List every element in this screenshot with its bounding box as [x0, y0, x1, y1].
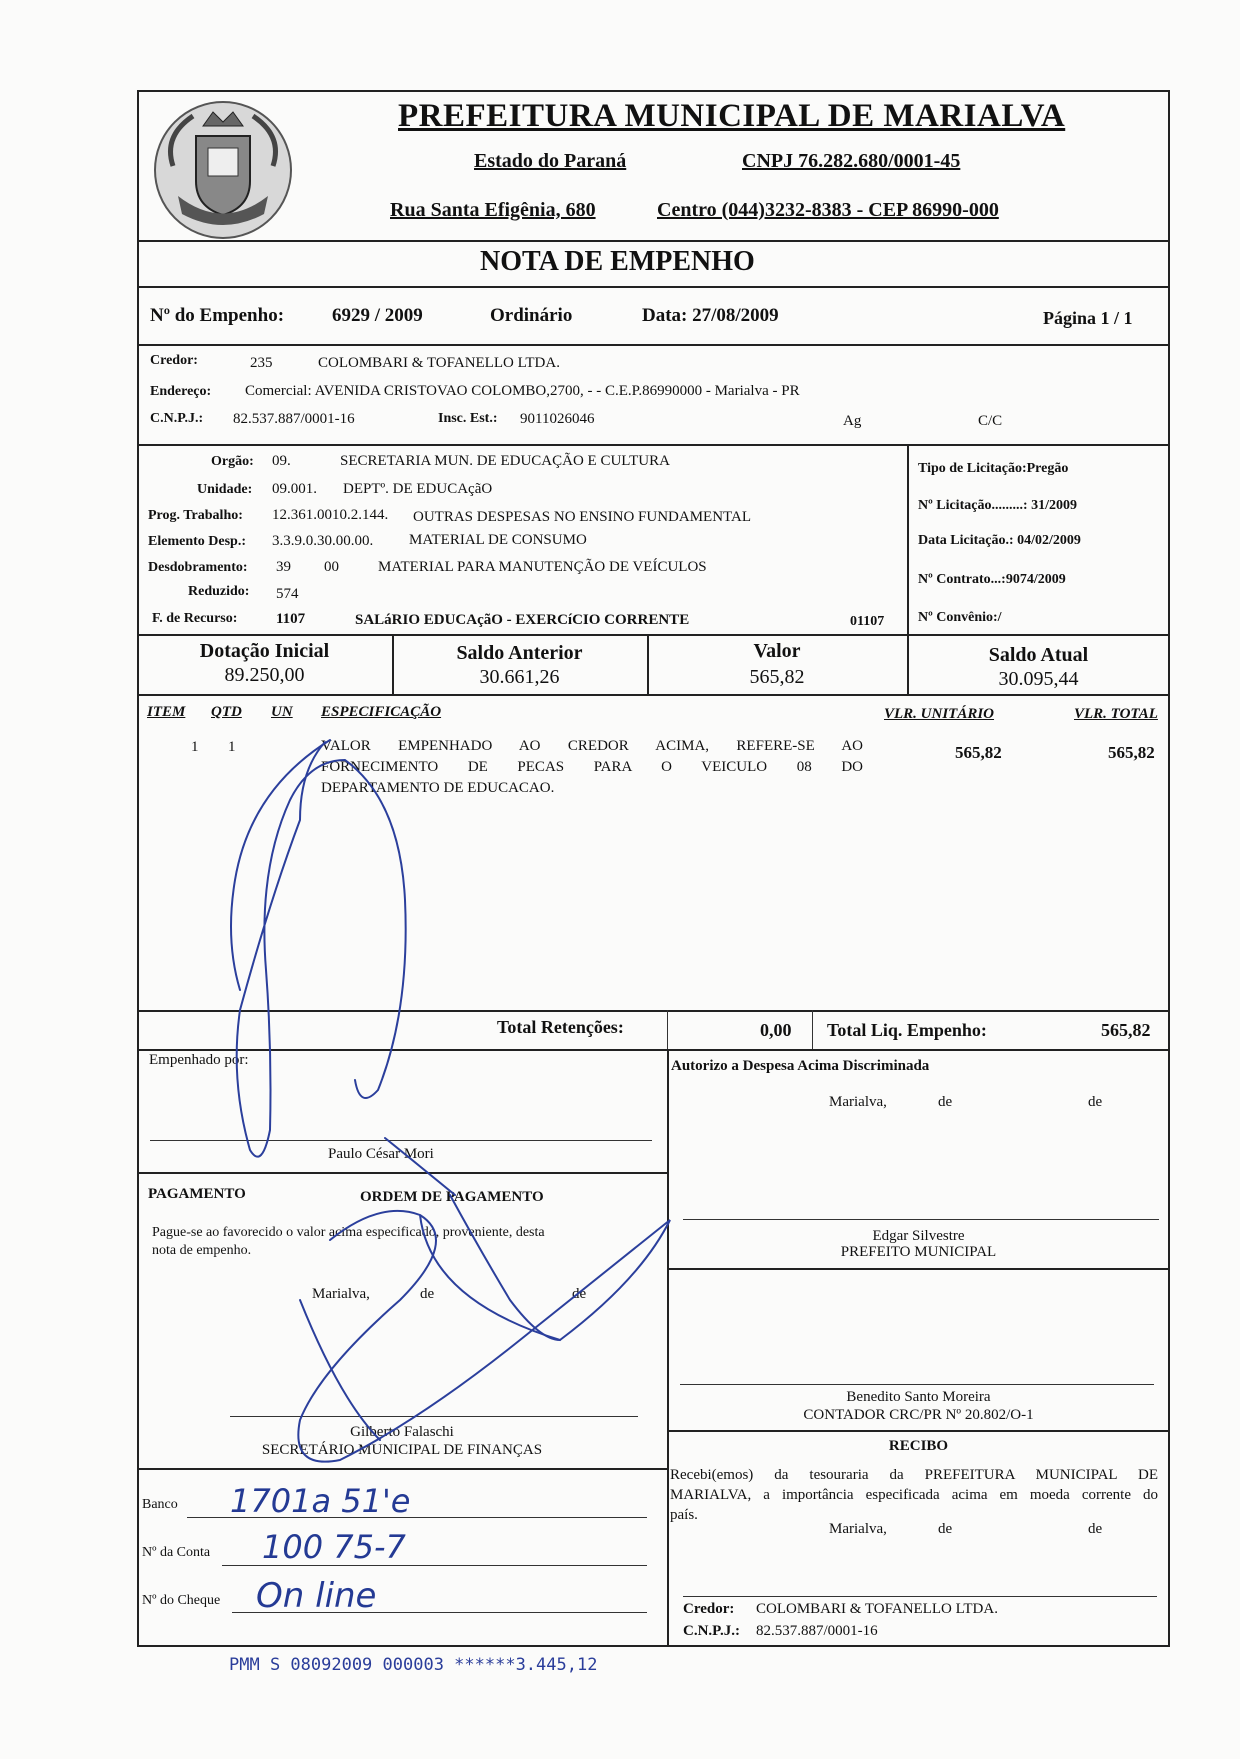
elemento-code: 3.3.9.0.30.00.00.: [272, 533, 374, 549]
licitacao-numero: Nº Licitação.........: 31/2009: [918, 498, 1077, 513]
recibo-city: Marialva,: [829, 1521, 887, 1537]
recibo-text-line2: MARIALVA, a importância especificada acima em moeda corrente do: [670, 1487, 1158, 1503]
valor-value: 565,82: [749, 666, 805, 688]
desdobramento-code: 39: [276, 559, 291, 575]
liquido-label: Total Liq. Empenho:: [827, 1020, 987, 1040]
creditor-address: Comercial: AVENIDA CRISTOVAO COLOMBO,2700, - - C.E.P.86990000 - Marialva - PR: [245, 383, 800, 399]
empenhado-label: Empenhado por:: [149, 1052, 249, 1068]
org-address: Rua Santa Efigênia, 680: [390, 199, 596, 221]
recurso-label: F. de Recurso:: [152, 611, 238, 626]
insc-value: 9011026046: [520, 411, 595, 427]
recurso-code: 1107: [276, 611, 306, 627]
creditor-cnpj: 82.537.887/0001-16: [233, 411, 355, 427]
prog-name: OUTRAS DESPESAS NO ENSINO FUNDAMENTAL: [413, 509, 751, 525]
org-cnpj: CNPJ 76.282.680/0001-45: [742, 150, 961, 172]
orgao-label: Orgão:: [211, 454, 254, 469]
licitacao-data: Data Licitação.: 04/02/2009: [918, 533, 1081, 548]
dotacao-label: Dotação Inicial: [199, 640, 330, 662]
recibo-cnpj-label: C.N.P.J.:: [683, 1623, 740, 1639]
dotacao-value: 89.250,00: [224, 664, 305, 686]
valor-label: Valor: [753, 640, 801, 662]
page-indicator: Página 1 / 1: [1043, 308, 1133, 328]
item-spec-line1: VALOR EMPENHADO AO CREDOR ACIMA, REFERE-SE AO: [321, 738, 863, 754]
empenho-number: 6929 / 2009: [332, 305, 423, 326]
saldo-anterior-label: Saldo Anterior: [456, 642, 583, 664]
cheque-value: On line: [256, 1576, 377, 1616]
reduzido-label: Reduzido:: [188, 584, 250, 599]
unidade-label: Unidade:: [197, 482, 253, 497]
agency-label: Ag: [843, 413, 862, 429]
desdobramento-label: Desdobramento:: [148, 560, 248, 575]
document-title: NOTA DE EMPENHO: [480, 246, 755, 277]
prog-label: Prog. Trabalho:: [148, 508, 243, 523]
autorizo-de1: de: [938, 1094, 953, 1110]
creditor-cnpj-label: C.N.P.J.:: [150, 411, 204, 426]
prog-code: 12.361.0010.2.144.: [272, 507, 389, 523]
account-label: C/C: [978, 413, 1003, 429]
unidade-name: DEPTº. DE EDUCAçãO: [343, 481, 493, 497]
items-header-total: VLR. TOTAL: [1074, 706, 1158, 722]
recibo-title: RECIBO: [888, 1438, 949, 1454]
recibo-de1: de: [938, 1521, 953, 1537]
contador-role: CONTADOR CRC/PR Nº 20.802/O-1: [803, 1407, 1034, 1423]
creditor-code: 235: [250, 355, 273, 371]
items-header-unit-price: VLR. UNITÁRIO: [884, 706, 995, 722]
unidade-code: 09.001.: [272, 481, 317, 497]
bank-stamp: PMM S 08092009 000003 ******3.445,12: [229, 1655, 598, 1675]
recibo-de2: de: [1088, 1521, 1103, 1537]
item-number: 1: [191, 739, 199, 755]
pagamento-label: PAGAMENTO: [148, 1186, 246, 1202]
recibo-cnpj: 82.537.887/0001-16: [756, 1623, 878, 1639]
recibo-credor-name: COLOMBARI & TOFANELLO LTDA.: [756, 1601, 998, 1617]
secretario-role: SECRETÁRIO MUNICIPAL DE FINANÇAS: [261, 1442, 543, 1458]
item-spec-line2: FORNECIMENTO DE PECAS PARA O VEICULO 08 DO: [321, 759, 863, 775]
empenhado-signer: Paulo César Mori: [328, 1146, 434, 1162]
insc-label: Insc. Est.:: [438, 411, 498, 426]
recurso-name: SALáRIO EDUCAçãO - EXERCíCIO CORRENTE: [355, 612, 690, 628]
banco-value: 1701a 51'e: [230, 1482, 411, 1520]
empenho-number-label: Nº do Empenho:: [150, 305, 285, 326]
creditor-address-label: Endereço:: [150, 384, 212, 399]
items-header-spec: ESPECIFICAÇÃO: [321, 704, 442, 720]
banco-label: Banco: [142, 1497, 178, 1512]
autorizo-label: Autorizo a Despesa Acima Discriminada: [671, 1058, 930, 1074]
retencoes-value: 0,00: [760, 1020, 792, 1040]
items-header-item: ITEM: [147, 704, 186, 720]
retencoes-label: Total Retenções:: [497, 1017, 624, 1037]
orgao-name: SECRETARIA MUN. DE EDUCAÇÃO E CULTURA: [340, 453, 670, 469]
cheque-label: Nº do Cheque: [142, 1593, 221, 1608]
elemento-name: MATERIAL DE CONSUMO: [409, 532, 587, 548]
item-spec-line3: DEPARTAMENTO DE EDUCACAO.: [321, 780, 555, 796]
items-header-un: UN: [271, 704, 293, 720]
contador-name: Benedito Santo Moreira: [846, 1389, 991, 1405]
orgao-code: 09.: [272, 453, 291, 469]
pagamento-de1: de: [420, 1286, 435, 1302]
desdobramento-name: MATERIAL PARA MANUTENÇÃO DE VEÍCULOS: [378, 559, 707, 575]
ordem-pagamento-label: ORDEM DE PAGAMENTO: [360, 1189, 544, 1205]
pagamento-de2: de: [572, 1286, 587, 1302]
creditor-label: Credor:: [150, 353, 198, 368]
convenio-numero: Nº Convênio:/: [918, 610, 1002, 625]
recurso-ref: 01107: [850, 614, 885, 629]
pagamento-city: Marialva,: [312, 1286, 370, 1302]
saldo-atual-value: 30.095,44: [998, 668, 1079, 690]
pagamento-text-line2: nota de empenho.: [152, 1243, 252, 1258]
autorizo-de2: de: [1088, 1094, 1103, 1110]
item-unit-price: 565,82: [955, 743, 1002, 762]
desdobramento-sub: 00: [324, 559, 339, 575]
recibo-credor-label: Credor:: [683, 1601, 735, 1617]
secretario-name: Gilberto Falaschi: [350, 1424, 454, 1440]
reduzido-value: 574: [276, 586, 299, 602]
saldo-atual-label: Saldo Atual: [988, 644, 1089, 666]
item-total: 565,82: [1108, 743, 1155, 762]
empenho-date: Data: 27/08/2009: [642, 305, 779, 326]
prefeito-role: PREFEITO MUNICIPAL: [840, 1244, 997, 1260]
item-qty: 1: [228, 739, 236, 755]
org-contact: Centro (044)3232-8383 - CEP 86990-000: [657, 199, 999, 221]
saldo-anterior-value: 30.661,26: [479, 666, 560, 688]
creditor-name: COLOMBARI & TOFANELLO LTDA.: [318, 355, 560, 371]
recibo-text-line1: Recebi(emos) da tesouraria da PREFEITURA MUNICIPAL DE: [670, 1467, 1158, 1483]
empenho-type: Ordinário: [490, 305, 573, 326]
conta-value: 100 75-7: [262, 1528, 406, 1566]
items-header-qtd: QTD: [211, 704, 242, 720]
pagamento-text-line1: Pague-se ao favorecido o valor acima especificado, proveniente, desta: [152, 1225, 545, 1240]
contrato-numero: Nº Contrato...:9074/2009: [918, 572, 1066, 587]
state-label: Estado do Paraná: [474, 150, 627, 172]
recibo-text-line3: país.: [670, 1507, 698, 1523]
licitacao-tipo: Tipo de Licitação:Pregão: [918, 461, 1069, 476]
autorizo-city: Marialva,: [829, 1094, 887, 1110]
liquido-value: 565,82: [1101, 1020, 1151, 1040]
prefeito-name: Edgar Silvestre: [872, 1228, 965, 1244]
elemento-label: Elemento Desp.:: [148, 534, 246, 549]
conta-label: Nº da Conta: [142, 1545, 211, 1560]
org-title: PREFEITURA MUNICIPAL DE MARIALVA: [398, 98, 1066, 134]
